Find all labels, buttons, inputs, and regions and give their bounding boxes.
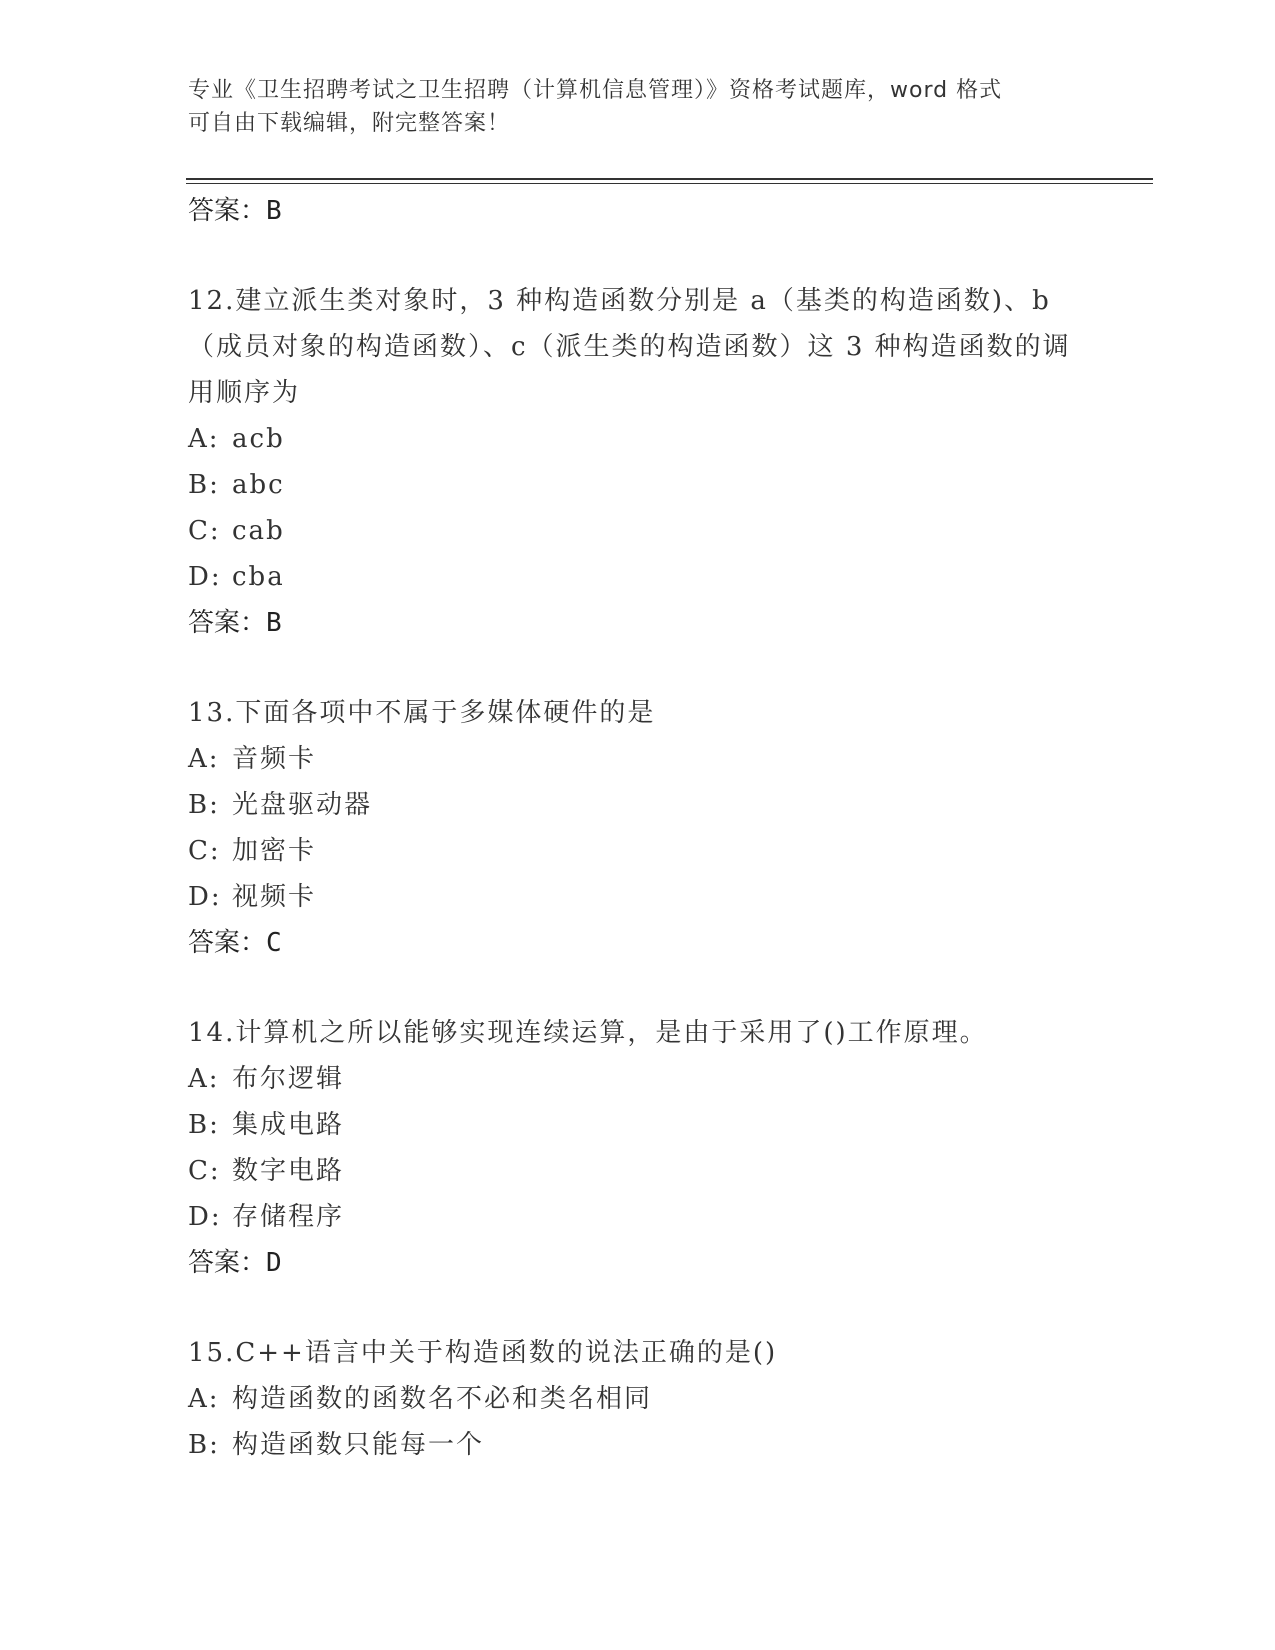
header-divider-thin	[186, 183, 1153, 184]
option-letter: B:	[188, 1430, 220, 1460]
option-c	[188, 1148, 1088, 1194]
option-a	[188, 1056, 1088, 1102]
option-letter: B:	[188, 790, 220, 820]
question-text: 12.建立派生类对象时，3 种构造函数分别是 a（基类的构造函数)、b（成员对象的构造函数）、c（派生类的构造函数）这 3 种构造函数的调用顺序为	[188, 286, 1071, 408]
option-d	[188, 554, 1088, 600]
option-letter: A:	[188, 744, 220, 774]
option-text: acb	[232, 424, 285, 454]
question-13	[188, 690, 1088, 966]
option-letter: A:	[188, 1384, 220, 1414]
option-text: 布尔逻辑	[232, 1064, 345, 1094]
answer-line: 答案：C	[188, 928, 282, 958]
option-text: 音频卡	[232, 744, 317, 774]
option-c	[188, 508, 1088, 554]
option-text: cab	[232, 516, 285, 546]
option-letter: D:	[188, 562, 222, 592]
header-line-1: 专业《卫生招聘考试之卫生招聘（计算机信息管理）》资格考试题库，word 格式	[188, 78, 1003, 103]
question-text: 14.计算机之所以能够实现连续运算，是由于采用了()工作原理。	[188, 1018, 988, 1048]
option-letter: A:	[188, 424, 220, 454]
header-line-2: 可自由下载编辑，附完整答案！	[188, 111, 511, 136]
option-letter: B:	[188, 1110, 220, 1140]
option-d	[188, 1194, 1088, 1240]
question-15	[188, 1330, 1088, 1468]
question-list	[188, 188, 1088, 1468]
document-header	[188, 74, 1088, 140]
option-text: 视频卡	[232, 882, 317, 912]
header-divider-thick	[186, 178, 1153, 180]
option-b	[188, 1422, 1088, 1468]
option-letter: C:	[188, 836, 221, 866]
option-text: 加密卡	[232, 836, 317, 866]
option-text: 存储程序	[232, 1202, 345, 1232]
option-letter: C:	[188, 1156, 221, 1186]
answer-line: 答案：B	[188, 608, 282, 638]
question-12	[188, 278, 1088, 646]
option-text: cba	[232, 562, 285, 592]
option-b	[188, 462, 1088, 508]
option-c	[188, 828, 1088, 874]
option-text: abc	[232, 470, 285, 500]
option-letter: A:	[188, 1064, 220, 1094]
option-a	[188, 736, 1088, 782]
option-b	[188, 782, 1088, 828]
question-text: 15.C++语言中关于构造函数的说法正确的是()	[188, 1338, 778, 1368]
option-a	[188, 416, 1088, 462]
question-14	[188, 1010, 1088, 1286]
option-text: 数字电路	[232, 1156, 345, 1186]
option-letter: D:	[188, 882, 222, 912]
question-text: 13.下面各项中不属于多媒体硬件的是	[188, 698, 656, 728]
option-letter: B:	[188, 470, 220, 500]
option-letter: C:	[188, 516, 221, 546]
option-b	[188, 1102, 1088, 1148]
answer-line: 答案：B	[188, 196, 282, 226]
option-text: 构造函数只能每一个	[232, 1430, 485, 1460]
option-text: 构造函数的函数名不必和类名相同	[232, 1384, 653, 1414]
option-a	[188, 1376, 1088, 1422]
answer-line: 答案：D	[188, 1248, 282, 1278]
option-d	[188, 874, 1088, 920]
option-letter: D:	[188, 1202, 222, 1232]
option-text: 集成电路	[232, 1110, 345, 1140]
option-text: 光盘驱动器	[232, 790, 373, 820]
